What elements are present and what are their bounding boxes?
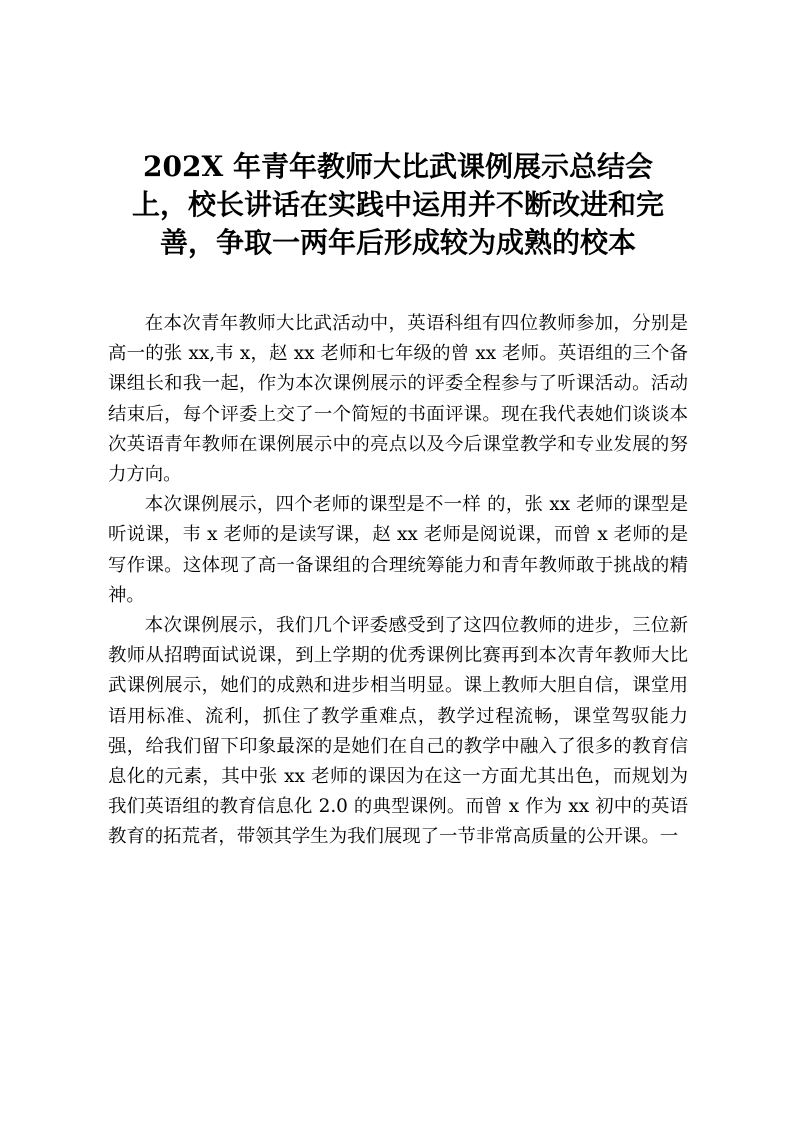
title-line-1: 202X 年青年教师大比武课例展示总结会 <box>143 150 653 183</box>
paragraph-2: 本次课例展示，四个老师的课型是不一样 的，张 xx 老师的课型是听说课，韦 x 老师的是读写课，赵 xx 老师是阅说课，而曾 x 老师的是写作课。这体现了高一备课组的合理统筹能力和青年教师敢于挑战的精神。 <box>108 494 688 606</box>
title-line-2: 上，校长讲话在实践中运用并不断改进和完 <box>131 188 664 221</box>
document-body <box>108 309 688 853</box>
paragraph-1: 在本次青年教师大比武活动中，英语科组有四位教师参加，分别是高一的张 xx,韦 x，赵 xx 老师和七年级的曾 xx 老师。英语组的三个备课组长和我一起，作为本次课例展示的评委全程参与了听课活动。活动结束后，每个评委上交了一个简短的书面评课。现在我代表她们谈谈本次英语青年教师在课例展示中的亮点以及今后课堂教学和专业发展的努力方向。 <box>108 313 688 486</box>
paragraph-3: 本次课例展示，我们几个评委感受到了这四位教师的进步，三位新教师从招聘面试说课，到上学期的优秀课例比赛再到本次青年教师大比武课例展示，她们的成熟和进步相当明显。课上教师大胆自信，课堂用语用标准、流利，抓住了教学重难点，教学过程流畅，课堂驾驭能力强，给我们留下印象最深的是她们在自己的教学中融入了很多的教育信息化的元素，其中张 xx 老师的课因为在这一方面尤其出色，而规划为我们英语组的教育信息化 2.0 的典型课例。而曾 x 作为 xx 初中的英语教育的拓荒者，带领其学生为我们展现了一节非常高质量的公开课。一 <box>108 615 688 848</box>
document-title <box>108 148 688 262</box>
title-line-3: 善，争取一两年后形成较为成熟的校本 <box>159 226 636 259</box>
